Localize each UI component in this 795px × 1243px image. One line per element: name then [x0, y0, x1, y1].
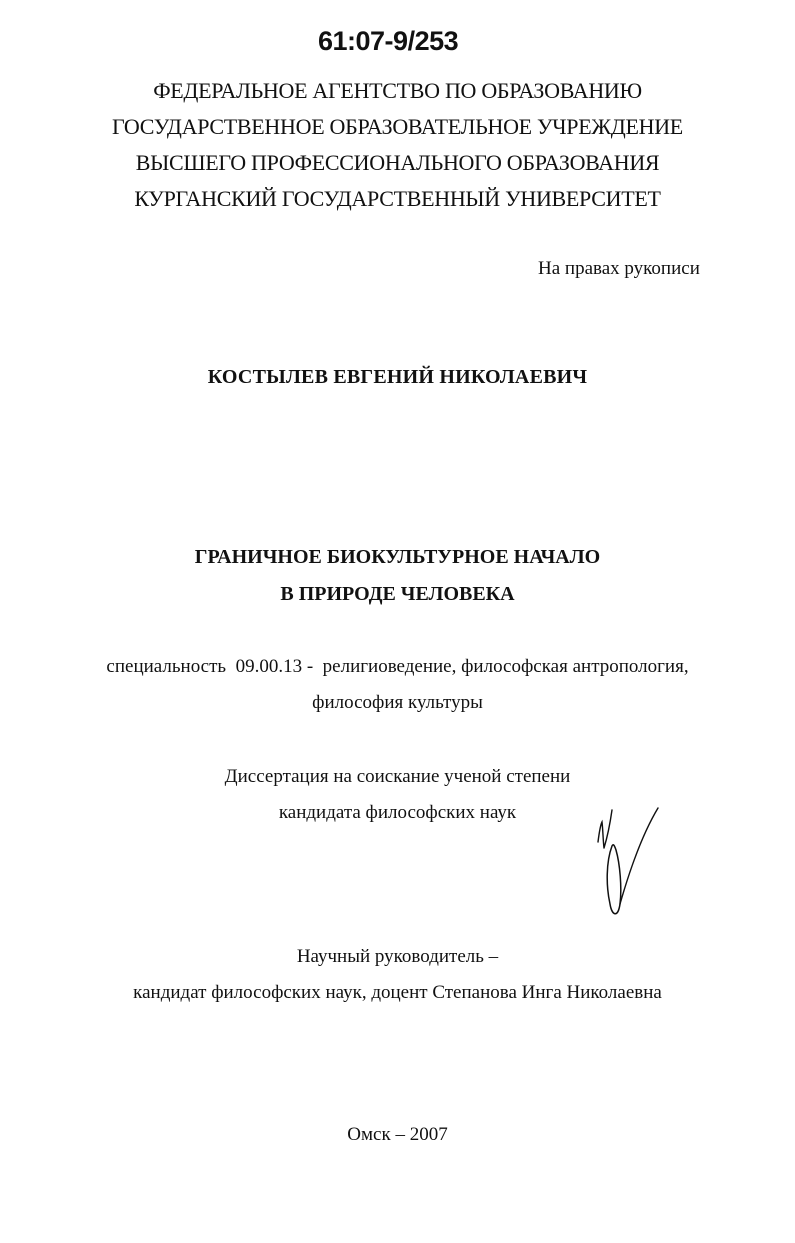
- organization-line-4: КУРГАНСКИЙ ГОСУДАРСТВЕННЫЙ УНИВЕРСИТЕТ: [134, 186, 661, 211]
- dissertation-title-line-2: В ПРИРОДЕ ЧЕЛОВЕКА: [280, 583, 515, 605]
- author-name: КОСТЫЛЕВ ЕВГЕНИЙ НИКОЛАЕВИЧ: [207, 366, 588, 388]
- supervisor-line-2: кандидат философских наук, доцент Степанова Инга Николаевна: [133, 982, 662, 1003]
- organization-line-2: ГОСУДАРСТВЕННОЕ ОБРАЗОВАТЕЛЬНОЕ УЧРЕЖДЕНИЕ: [112, 114, 683, 139]
- degree-line-2: кандидата философских наук: [278, 802, 517, 823]
- dissertation-title-line-1: ГРАНИЧНОЕ БИОКУЛЬТУРНОЕ НАЧАЛО: [194, 546, 601, 568]
- handwritten-signature: [586, 800, 676, 930]
- supervisor-line-1: Научный руководитель –: [296, 946, 499, 967]
- registry-code: 61:07-9/253: [318, 26, 459, 56]
- place-and-year: Омск – 2007: [347, 1124, 448, 1145]
- specialty-line-1: специальность 09.00.13 - религиоведение, философская антропология,: [106, 656, 689, 677]
- organization-line-1: ФЕДЕРАЛЬНОЕ АГЕНТСТВО ПО ОБРАЗОВАНИЮ: [153, 78, 642, 103]
- manuscript-rights-note: На правах рукописи: [538, 258, 700, 279]
- degree-line-1: Диссертация на соискание ученой степени: [224, 766, 571, 787]
- specialty-line-2: философия культуры: [312, 692, 483, 713]
- organization-line-3: ВЫСШЕГО ПРОФЕССИОНАЛЬНОГО ОБРАЗОВАНИЯ: [135, 150, 660, 175]
